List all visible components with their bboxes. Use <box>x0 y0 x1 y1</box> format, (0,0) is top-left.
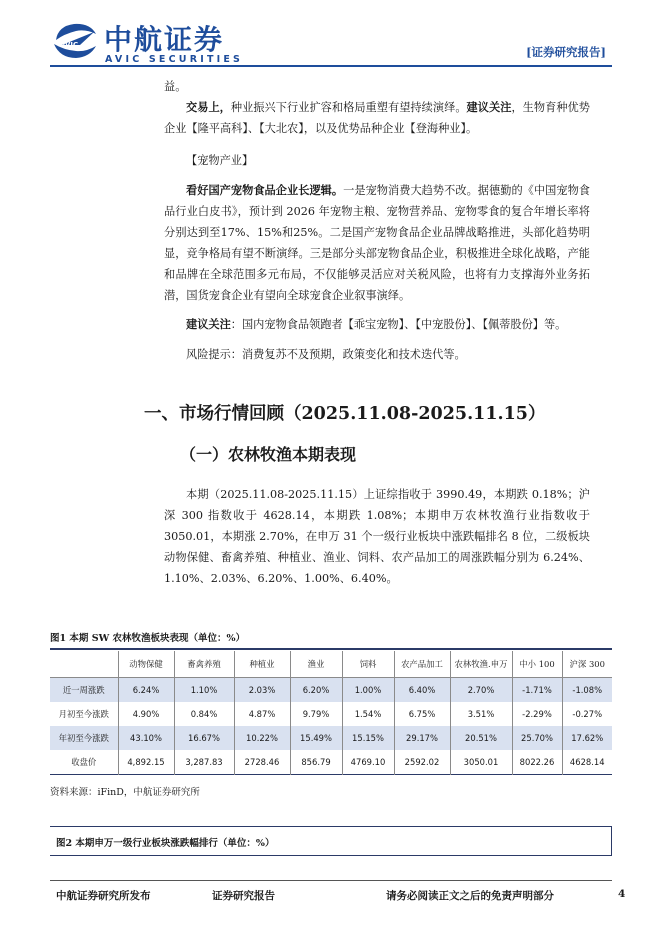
column-header: 畜禽养殖 <box>174 651 234 678</box>
table-cell: 25.70% <box>512 726 562 750</box>
footer-divider <box>50 880 612 881</box>
table-cell: 3050.01 <box>450 750 512 775</box>
table-cell: 43.10% <box>118 726 174 750</box>
table-cell: 20.51% <box>450 726 512 750</box>
table-cell: 1.00% <box>342 678 394 703</box>
table-cell: 29.17% <box>394 726 450 750</box>
table-cell: 4.87% <box>234 702 290 726</box>
recommend-text: ：国内宠物食品领跑者【乖宝宠物】、【中宠股份】、【佩蒂股份】等。 <box>230 318 567 331</box>
trading-text: 种业振兴下行业扩容和格局重塑有望持续演绎。 <box>230 101 467 114</box>
paragraph-risk: 风险提示：消费复苏不及预期，政策变化和技术迭代等。 <box>186 348 466 361</box>
column-header: 渔业 <box>290 651 342 678</box>
avic-logo-icon <box>50 20 100 62</box>
table-cell: 0.84% <box>174 702 234 726</box>
table-cell: 8022.26 <box>512 750 562 775</box>
table-cell: -1.71% <box>512 678 562 703</box>
performance-table <box>50 651 612 775</box>
row-label: 年初至今涨跌 <box>50 726 118 750</box>
table-cell: 6.40% <box>394 678 450 703</box>
paragraph-trading <box>164 97 590 139</box>
row-label: 近一周涨跌 <box>50 678 118 703</box>
footer-publisher: 中航证券研究所发布 <box>56 890 151 902</box>
column-header: 饲料 <box>342 651 394 678</box>
figure1-source: 资料来源：iFinD，中航证券研究所 <box>50 787 200 798</box>
trading-recommend-label: 建议关注 <box>466 100 512 114</box>
paragraph-continuation: 益。 <box>164 80 187 93</box>
table-cell: 6.75% <box>394 702 450 726</box>
column-header: 种植业 <box>234 651 290 678</box>
column-header: 中小 100 <box>512 651 562 678</box>
header-divider <box>50 65 612 67</box>
table-cell: -2.29% <box>512 702 562 726</box>
table-cell: 4769.10 <box>342 750 394 775</box>
brand-name-en: AVIC SECURITIES <box>105 54 244 65</box>
paragraph-recommend <box>164 314 590 335</box>
table-cell: 17.62% <box>562 726 612 750</box>
footer-disclaimer: 请务必阅读正文之后的免责声明部分 <box>386 890 554 902</box>
trading-lead: 交易上， <box>186 100 231 114</box>
table-cell: -0.27% <box>572 709 603 719</box>
paragraph-market-review: 本期（2025.11.08-2025.11.15）上证综指收于 3990.49，本期跌 0.18%；沪深 300 指数收于 4628.14，本期跌 1.08%；本期申万农林牧渔行业指数收于 3050.01，本期涨 2.70%，在申万 31 个一级行业板块中涨跌幅排名 8 位，二级板块动物保健、畜禽养殖、种植业、渔业、饲料、农产品加工的周涨跌幅分别为 6.24%、1.10%、2.03%、6.20%、1.00%、6.40%。 <box>164 488 590 585</box>
pet-lead: 看好国产宠物食品企业长逻辑。 <box>186 183 344 197</box>
table-cell: 1.10% <box>174 678 234 703</box>
table-cell: 2.70% <box>450 678 512 703</box>
row-label: 收盘价 <box>50 750 118 775</box>
report-tag: [证券研究报告] <box>526 45 606 59</box>
table-row <box>50 702 612 726</box>
logo-text: AVIC <box>60 41 79 49</box>
page-number: 4 <box>618 888 626 900</box>
table-cell: 4.90% <box>118 702 174 726</box>
figure1-title: 图1 本期 SW 农林牧渔板块表现（单位：%） <box>50 633 246 644</box>
table-cell: 3.51% <box>450 702 512 726</box>
column-header: 农产品加工 <box>394 651 450 678</box>
table-row <box>50 726 612 750</box>
table-cell: 856.79 <box>290 750 342 775</box>
figure1-top-rule <box>50 648 612 650</box>
table-cell: 2592.02 <box>394 750 450 775</box>
table-cell: 16.67% <box>174 726 234 750</box>
column-header: 沪深 300 <box>569 658 605 669</box>
footer-report-type: 证券研究报告 <box>212 890 275 902</box>
table-cell: 6.24% <box>118 678 174 703</box>
table-row <box>50 678 612 703</box>
recommend-label: 建议关注 <box>186 317 231 331</box>
table-cell: 3,287.83 <box>174 750 234 775</box>
table-cell: 6.20% <box>290 678 342 703</box>
paragraph-pet <box>164 180 590 306</box>
column-header: 动物保健 <box>118 651 174 678</box>
table-cell: 1.54% <box>342 702 394 726</box>
table-cell: 10.22% <box>234 726 290 750</box>
brand-name-cn: 中航证券 <box>104 23 225 56</box>
table-cell: 4,892.15 <box>118 750 174 775</box>
figure2-title: 图2 本期申万一级行业板块涨跌幅排行（单位：%） <box>56 838 275 849</box>
table-cell: 2.03% <box>234 678 290 703</box>
trading-tail: ，生物育种优势企业【隆平高科】、【大北农】，以及优势品种企业【登海种业】。 <box>164 101 590 135</box>
table-cell: 4628.14 <box>569 757 605 767</box>
table-header-row <box>50 651 612 678</box>
subsection-heading: （一）农林牧渔本期表现 <box>180 445 357 464</box>
table-cell: 15.49% <box>290 726 342 750</box>
table-row <box>50 750 612 775</box>
table-cell: 15.15% <box>342 726 394 750</box>
table-cell: -1.08% <box>562 678 612 703</box>
section-heading: 一、市场行情回顾（2025.11.08-2025.11.15） <box>144 404 546 424</box>
pet-text: 一是宠物消费大趋势不改。据德勤的《中国宠物食品行业白皮书》，预计到 2026 年宠物主粮、宠物营养品、宠物零食的复合年增长率将分别达到至17%、15%和25%。二是国产宠物食品企业品牌战略推进，头部化趋势明显，竞争格局有望不断演绎。三是部分头部宠物食品企业，积极推进全球化战略，产能和品牌在全球范围多元布局，不仅能够灵活应对关税风险，也将有力支撑海外业务拓潜，国货宠食企业有望向全球宠食企业叙事演绎。 <box>164 184 590 302</box>
pet-heading: 【宠物产业】 <box>186 154 254 167</box>
column-header: 农林牧渔.申万 <box>450 651 512 678</box>
row-label: 月初至今涨跌 <box>50 702 118 726</box>
column-header <box>50 651 118 678</box>
table-cell: 2728.46 <box>234 750 290 775</box>
table-cell: 9.79% <box>290 702 342 726</box>
